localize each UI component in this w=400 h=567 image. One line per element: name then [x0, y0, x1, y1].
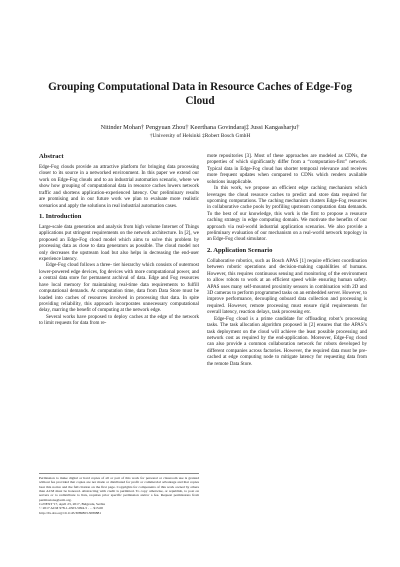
application-scenario-heading: 2. Application Scenario: [207, 246, 273, 254]
left-column: [39, 153, 199, 327]
intro-continued-paragraph: mote repositories [3]. Most of these approaches are modeled as CDNs, the properties of which significantly differ from a “computation-first” network. Typical data in Edge-Fog cloud has shorter temporal relevance and receives more frequent updates when compared to CDNs which renders available solutions inapplicable.: [207, 153, 367, 185]
intro-paragraph-3: Several works have proposed to deploy caches at the edge of the network to limit requests for data from re-: [39, 313, 199, 327]
conference-line: CoNEXT’17, April 23, 2017, Belgrade, Serbia: [39, 502, 106, 507]
permission-notice: Permission to make digital or hard copies of all or part of this work for personal or classroom use is granted without fee provided that copies are not made or distributed for profit or commercial advantage and that copies bear this notice and the full citation on the first page. Copyrights for components of this work owned by others than ACM must be honored. Abstracting with credit is permitted. To copy otherwise, or republish, to post on servers or to redistribute to lists, requires prior specific permission and/or a fee. Request permissions from permissions@acm.org.: [39, 476, 199, 502]
abstract-heading: Abstract: [39, 153, 64, 160]
paper-title: Grouping Computational Data in Resource Caches of Edge-Fog Cloud: [48, 81, 352, 107]
scenario-paragraph-1: Collaborative robotics, such as Bosch APAS [1] require efficient coordination between robotic operations and decision-making capabilities of humans. However, this requires continuous sensing and monitoring of the environment to allow robots to work at an efficient speed while ensuring human safety. APAS uses many self-mounted proximity sensors in combination with 2D and 3D cameras to perform programmed tasks on an embedded server. However, to improve performance, decoupling onboard data collection and processing is required. However, remote processing must ensure rigid requirements for overall latency, reaction delays, task processing etc.: [207, 257, 367, 316]
intro-contribution-paragraph: In this work, we propose an efficient edge caching mechanism which leverages the cloud resource caches to predict and store data required for upcoming computations. The caching mechanism clusters Edge-Fog resources in collaborative cache pools by profiling upstream computation data demands. To the best of our knowledge, this work is the first to propose a resource caching strategy in edge computing domain. We motivate the benefits of our approach via real-world industrial application scenarios. We also provide a preliminary evaluation of our mechanism on a real-world network topology in an Edge-Fog cloud simulator.: [207, 185, 367, 243]
abstract-text: Edge-Fog clouds provide an attractive platform for bringing data processing closer to its source in a networked environment. In this paper we extend our work on Edge-Fog clouds and to an industrial automation scenario, where we show how grouping of computational data in resource caches lowers network traffic and shortens application-experienced latency. Our preliminary results are promising and in our future work we plan to evaluate more realistic scenarios and apply the solutions in real industrial automation cases.: [39, 164, 199, 209]
intro-paragraph-2: Edge-Fog cloud follows a three- tier hierarchy which consists of outermost lower-powered edge devices, fog devices with more computational power, and a central data store for permanent archival of data. Edge and Fog resources have local memory for maintaining real-time data requirements to fulfill computational demands. At computation time, data from Data Store must be loaded into caches of resources involved in processing that data. In spite providing reliability, this approach incorporates unnecessary computational delay, marring the benefit of computing at the network edge.: [39, 262, 199, 314]
doi-link[interactable]: http://dx.doi.org/10.1145/3089863.3089881: [39, 510, 102, 515]
intro-paragraph-1: Large-scale data generation and analysis from high volume Internet of Things applications put stringent requirements on the network architecture. In [2], we proposed an Edge-Fog cloud model which aims to solve this problem by processing data as close to data generators as possible. The cloud model not only decreases the upstream load but also helps in decreasing the end-user experience latency.: [39, 223, 199, 263]
introduction-heading: 1. Introduction: [39, 212, 82, 220]
scenario-paragraph-2: Edge-Fog cloud is a prime candidate for offloading robot’s processing tasks. The task allocation algorithm proposed in [2] ensures that the APAS’s task deployment on the cloud will achieve the least possible processing and network cost as required by the end-application. Moreover, Edge-Fog cloud can also provide a common collaboration network for robots developed by different companies across factories. However, the required data must be pre-cached at edge computing node to mitigate latency for requesting data from the remote Data Store.: [207, 315, 367, 367]
author-list: Nitinder Mohan† Pengyuan Zhou† Keerthana Govindaraj‡ Jussi Kangasharju†: [100, 124, 300, 131]
affiliation-list: †University of Helsinki ‡Robert Bosch GmbH: [149, 133, 251, 139]
copyright-footnote: [39, 473, 199, 515]
copyright-line: © 2017 ACM 978-1-4503-5094-5 . . . $15.00: [39, 506, 104, 511]
right-column: [207, 153, 367, 367]
